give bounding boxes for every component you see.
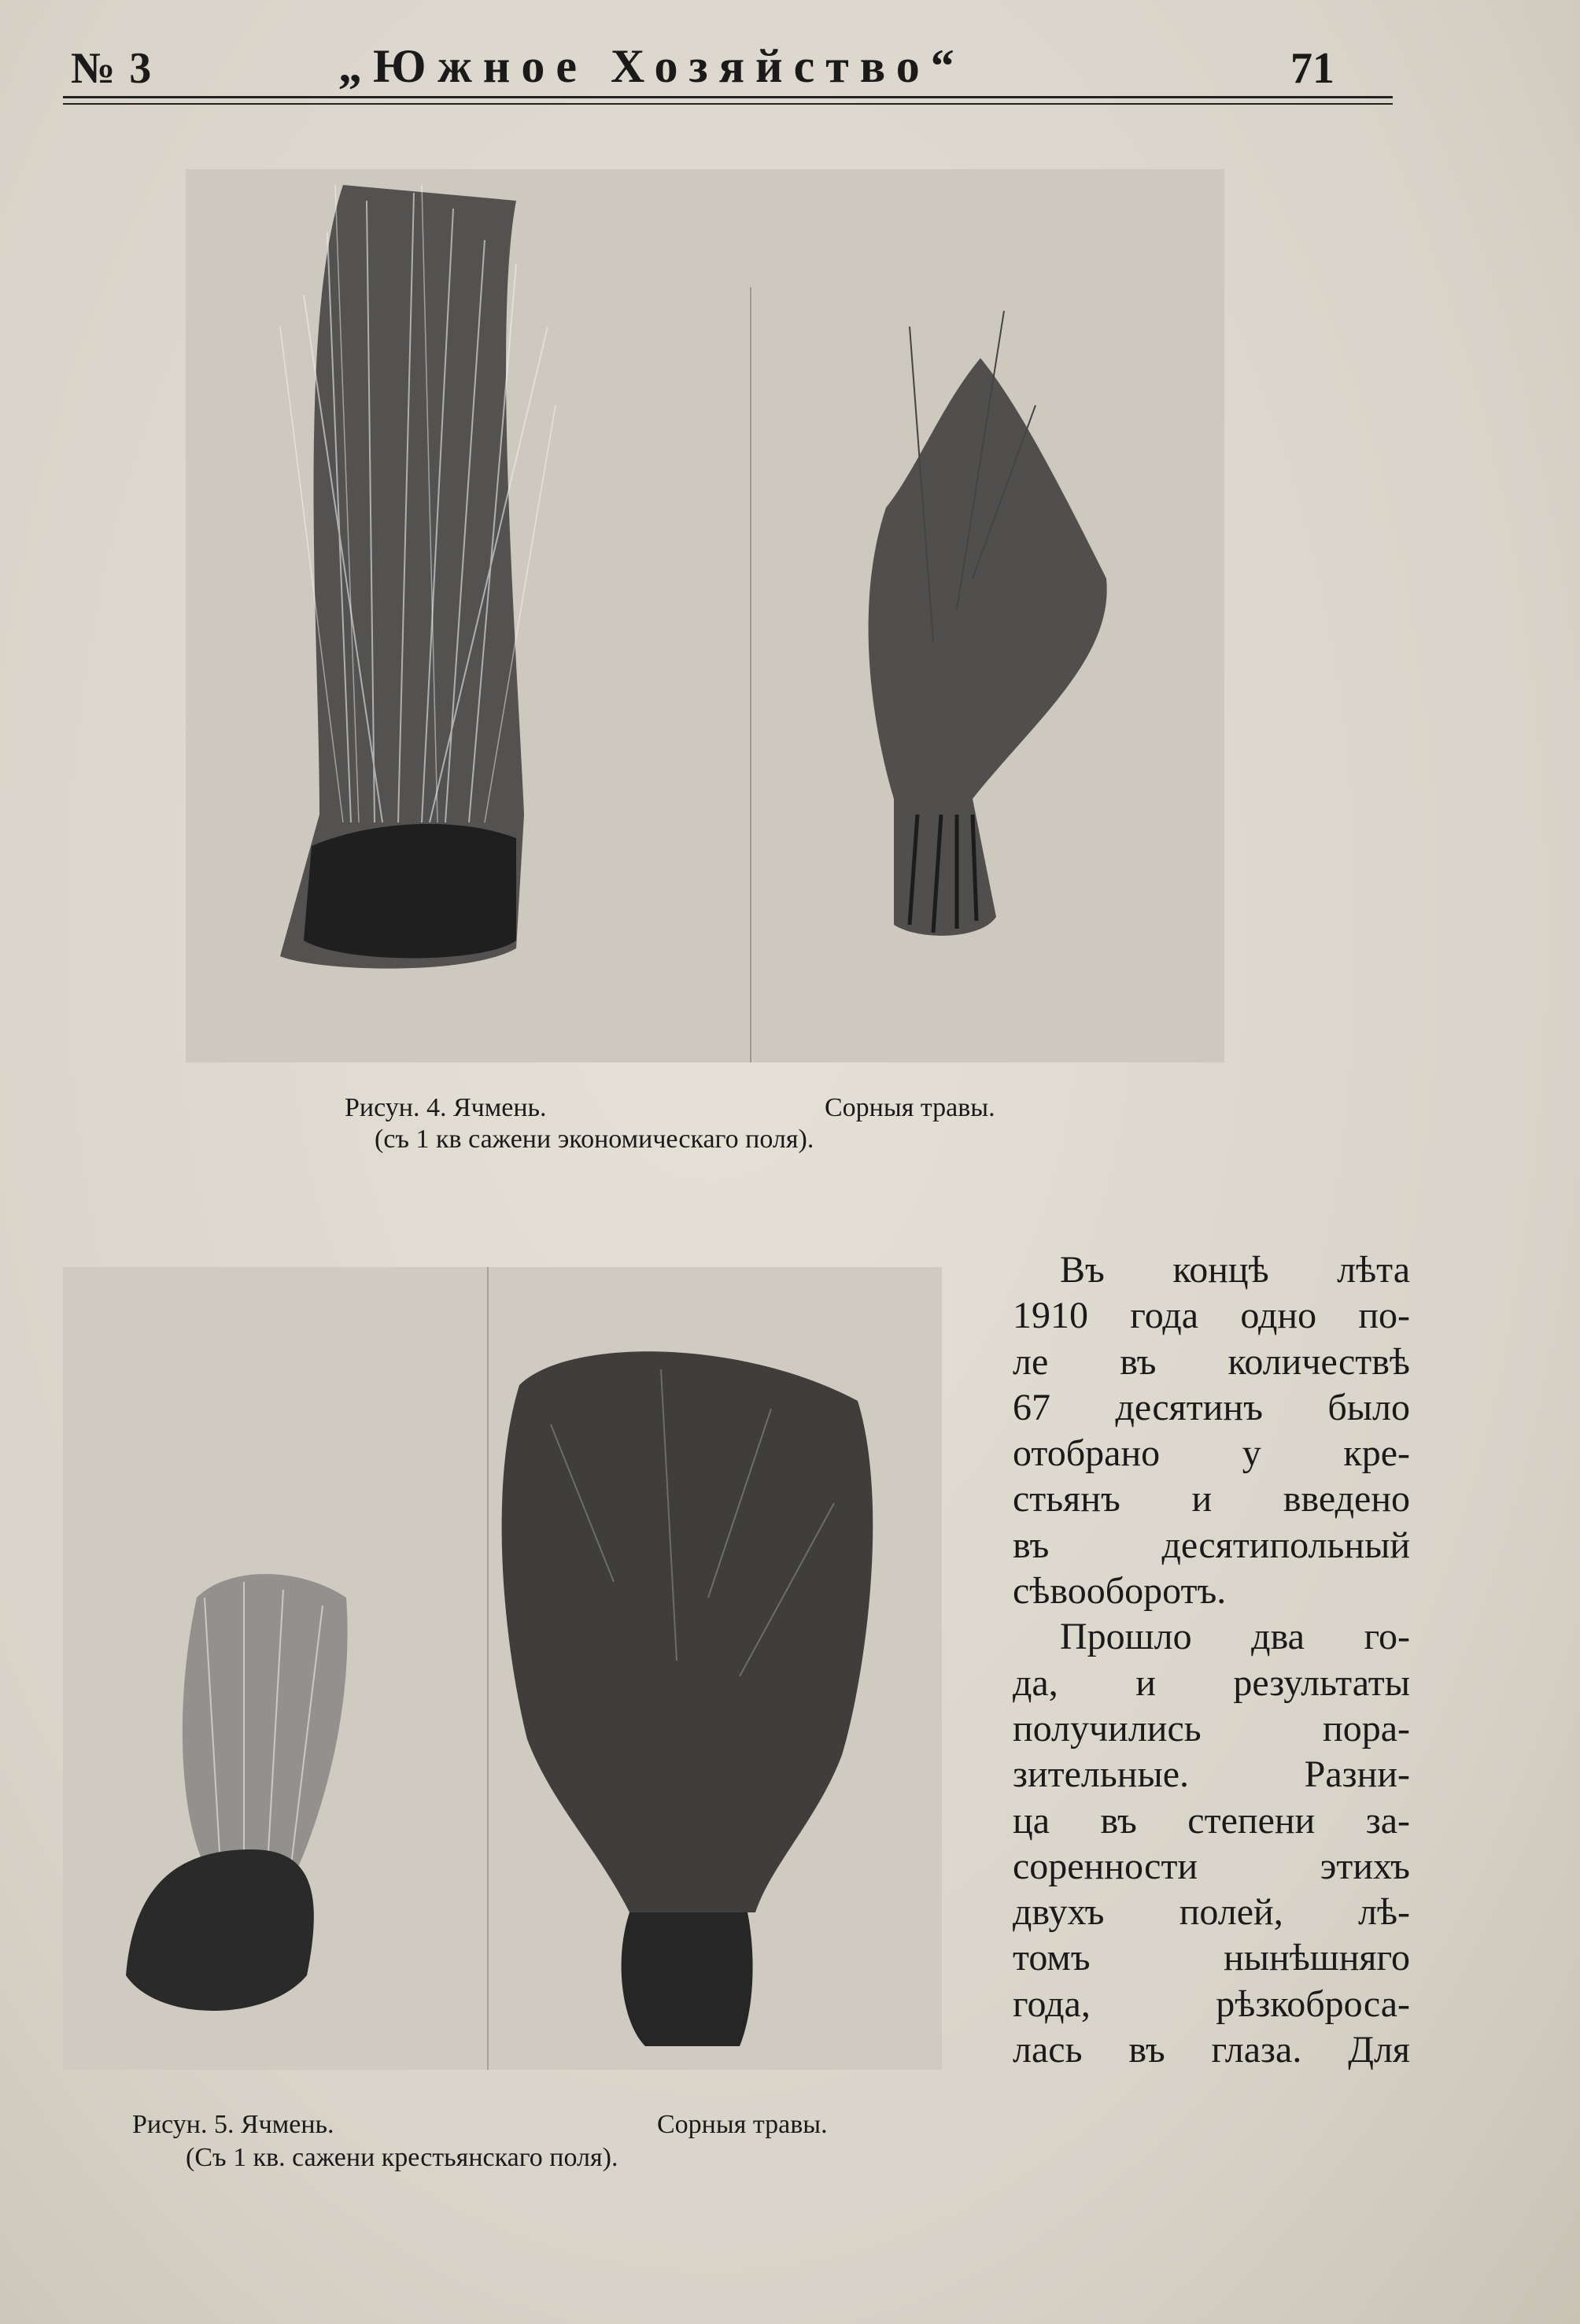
text-line: двухъ полей, лѣ- [1013,1891,1410,1934]
text-line: томъ нынѣшняго [1013,1937,1410,1979]
figure-5-caption-left: Рисун. 5. Ячмень. [132,2110,334,2139]
text-line: въ десятипольный [1013,1524,1410,1566]
figure-5-caption-sub: (Съ 1 кв. сажени крестьянскаго поля). [186,2143,618,2172]
text-line: 1910 года одно по- [1013,1295,1410,1337]
figure-4-illustration [186,169,1224,1062]
figure-4-photo [186,169,1224,1062]
page-number: 71 [1290,44,1335,93]
text-line: ле въ количествѣ [1013,1340,1410,1383]
text-line: ца въ степени за- [1013,1799,1410,1842]
header-rule [63,96,1393,105]
journal-title: „Южное Хозяйство“ [338,40,965,92]
text-line: стьянъ и введено [1013,1478,1410,1520]
text-line: Въ концѣ лѣта [1060,1249,1410,1291]
text-line: лась въ глаза. Для [1013,2029,1410,2071]
text-line: года, рѣзкоброса- [1013,1982,1410,2025]
body-text-column [1013,1247,1410,2073]
text-line: 67 десятинъ было [1013,1386,1410,1428]
issue-number: № 3 [71,44,153,93]
text-line: да, и результаты [1013,1661,1410,1704]
figure-4-caption-sub: (съ 1 кв сажени экономическаго поля). [375,1125,814,1154]
figure-4-caption-right: Сорныя травы. [825,1093,995,1122]
text-line: соренности этихъ [1013,1845,1410,1887]
figure-5-photo [63,1267,942,2070]
text-line: зительные. Разни- [1013,1753,1410,1796]
figure-5-caption-right: Сорныя травы. [657,2110,828,2139]
figure-4-caption-left: Рисун. 4. Ячмень. [345,1093,547,1122]
text-line: получились пора- [1013,1707,1410,1749]
text-line: Прошло два го- [1060,1616,1410,1658]
figure-5-illustration [63,1267,942,2070]
text-line: сѣвооборотъ. [1013,1570,1227,1613]
text-line: отобрано у кре- [1013,1432,1410,1475]
